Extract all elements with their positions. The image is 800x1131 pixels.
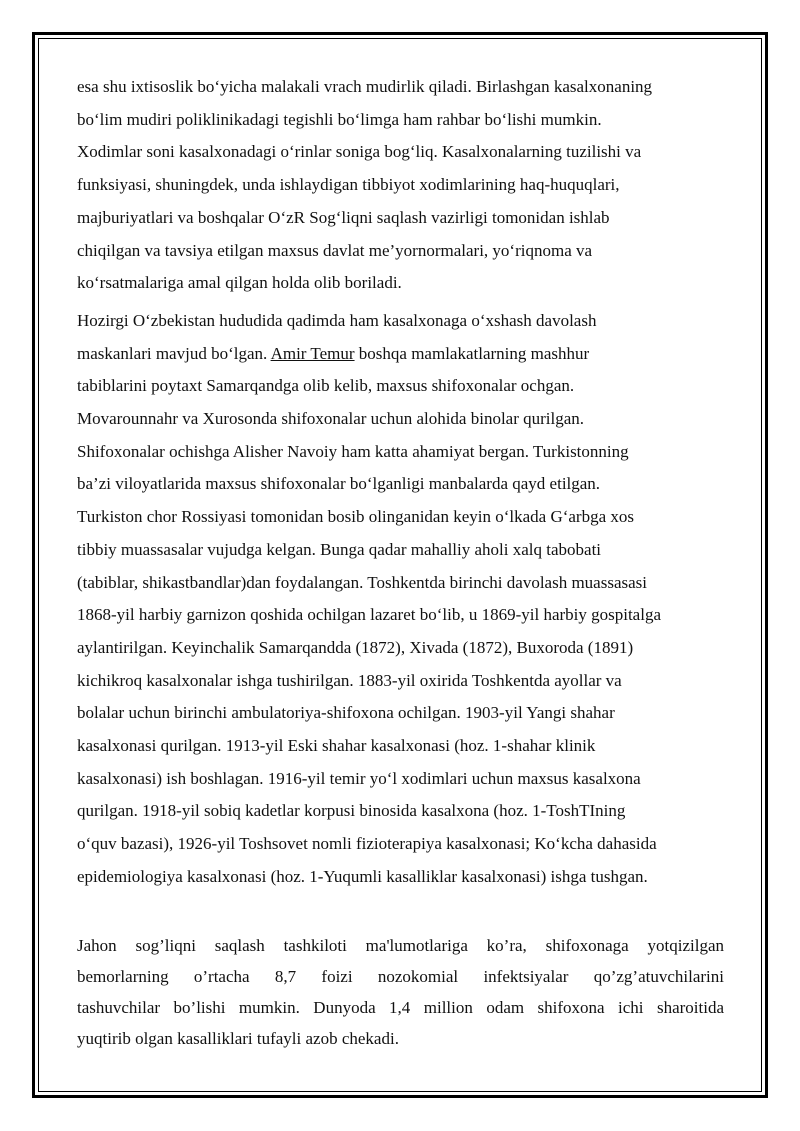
text-line: Jahon sog’liqni saqlash tashkiloti ma'lumotlariga ko’ra, shifoxonaga yotqizilgan (77, 935, 724, 955)
text-line: esa shu ixtisoslik bo‘yicha malakali vrach mudirlik qiladi. Birlashgan kasalxonaning (77, 77, 653, 96)
text-line: funksiyasi, shuningdek, unda ishlaydigan tibbiyot xodimlarining haq-huquqlari, (77, 175, 620, 195)
text-line: Shifoxonalar ochishga Alisher Navoiy ham katta ahamiyat bergan. Turkistonning (77, 441, 629, 461)
text-line: kichikroq kasalxonalar ishga tushirilgan. 1883-yil oxirida Toshkentda ayollar va (77, 670, 622, 690)
text-line: Turkiston chor Rossiyasi tomonidan bosib olinganidan keyin o‘lkada G‘arbga xos (77, 507, 635, 527)
text-line: (tabiblar, shikastbandlar)dan foydalangan. Toshkentda birinchi davolash muassasasi (77, 572, 647, 592)
text-line: qurilgan. 1918-yil sobiq kadetlar korpusi binosida kasalxona (hoz. 1-ToshTIning (77, 801, 626, 821)
text-line: Movarounnahr va Xurosonda shifoxonalar uchun alohida binolar qurilgan. (77, 409, 585, 429)
text-line: tibbiy muassasalar vujudga kelgan. Bunga qadar mahalliy aholi xalq tabobati (77, 539, 602, 559)
text-line: bo‘lim mudiri poliklinikadagi tegishli bo‘limga ham rahbar bo‘lishi mumkin. (77, 109, 602, 129)
text-line: yuqtirib olgan kasalliklari tufayli azob chekadi. (77, 1028, 399, 1048)
text-line: epidemiologiya kasalxonasi (hoz. 1-Yuqumli kasalliklar kasalxonasi) ishga tushgan. (77, 866, 648, 886)
text-line: bolalar uchun birinchi ambulatoriya-shifoxona ochilgan. 1903-yil Yangi shahar (77, 703, 615, 723)
text-line: o‘quv bazasi), 1926-yil Toshsovet nomli fizioterapiya kasalxonasi; Ko‘kcha dahasida (77, 834, 657, 854)
text-line: chiqilgan va tavsiya etilgan maxsus davlat me’yornormalari, yo‘riqnoma va (77, 240, 593, 260)
text-line: ba’zi viloyatlarida maxsus shifoxonalar bo‘lganligi manbalarda qayd etilgan. (77, 474, 601, 494)
text-line: 1868-yil harbiy garnizon qoshida ochilgan lazaret bo‘lib, u 1869-yil harbiy gospitalga (77, 605, 661, 625)
text-fragment: boshqa mamlakatlarning mashhur (354, 343, 590, 363)
amir-temur-link[interactable]: Amir Temur (270, 343, 355, 363)
text-line: aylantirilgan. Keyinchalik Samarqandda (1872), Xivada (1872), Buxoroda (1891) (77, 637, 634, 657)
paragraph-who-statistics (77, 930, 724, 1054)
text-fragment: maskanlari mavjud bo‘lgan. (77, 343, 271, 363)
text-line: Hozirgi O‘zbekistan hududida qadimda ham kasalxonaga o‘xshash davolash (77, 310, 597, 330)
text-line: tashuvchilar bo’lishi mumkin. Dunyoda 1,4 million odam shifoxona ichi sharoitida (77, 997, 724, 1017)
document-body (77, 71, 724, 1054)
text-line: kasalxonasi) ish boshlagan. 1916-yil temir yo‘l xodimlari uchun maxsus kasalxona (77, 768, 641, 788)
text-line: tabiblarini poytaxt Samarqandga olib kelib, maxsus shifoxonalar ochgan. (77, 376, 575, 396)
text-line: majburiyatlari va boshqalar O‘zR Sog‘liqni saqlash vazirligi tomonidan ishlab (77, 207, 610, 227)
paragraph-hospital-staff (77, 71, 724, 300)
text-line: bemorlarning o’rtacha 8,7 foizi nozokomial infektsiyalar qo’zg’atuvchilarini (77, 966, 724, 986)
text-line-with-link (77, 338, 724, 371)
text-line: Xodimlar soni kasalxonadagi o‘rinlar soniga bog‘liq. Kasalxonalarning tuzilishi va (77, 142, 642, 162)
text-line: kasalxonasi qurilgan. 1913-yil Eski shahar kasalxonasi (hoz. 1-shahar klinik (77, 736, 596, 756)
paragraph-history (77, 305, 724, 894)
text-line: ko‘rsatmalariga amal qilgan holda olib boriladi. (77, 273, 402, 293)
